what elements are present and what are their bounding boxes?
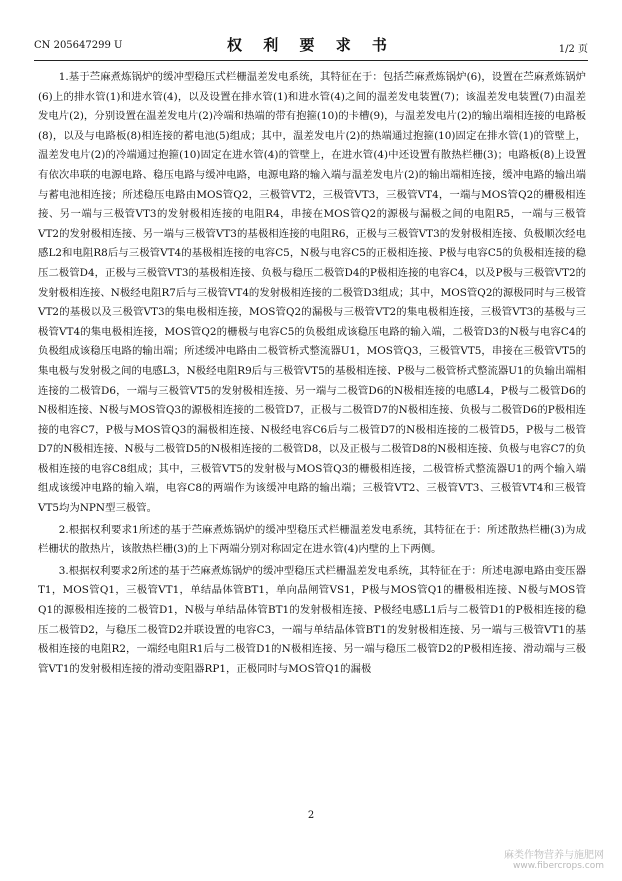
page-header (34, 34, 588, 56)
claim-3: 3.根据权利要求2所述的基于苎麻煮炼锅炉的缓冲型稳压式栏栅温差发电系统，其特征在于：所述电源电路由变压器T1，MOS管Q1，三极管VT1，单结晶体管BT1，单向晶闸管VS1，P极与MOS管Q1的栅极相连接、N极与MOS管Q1的源极相连接的二极管D1，N极与单结晶体管BT1的发射极相连接、P极经电感L1后与二极管D1的P极相连接的稳压二极管D2，与稳压二极管D2并联设置的电容C3，一端与单结晶体管BT1的发射极相连接、另一端与三极管VT1的基极相连接的电阻R2，一端经电阻R1后与二极管D1的N极相连接、另一端与稳压二极管D2的P极相连接、滑动端与三极管VT1的发射极相连接的滑动变阻器RP1，正极同时与MOS管Q1的漏极 (38, 564, 586, 675)
watermark-url: www.fibercrops.com (513, 861, 604, 871)
header-divider (34, 60, 588, 61)
claim-2: 2.根据权利要求1所述的基于苎麻煮炼锅炉的缓冲型稳压式栏栅温差发电系统，其特征在于：所述散热栏栅(3)为成栏栅状的散热片，该散热栏栅(3)的上下两端分别对称固定在进水管(4)内壁的上下两侧。 (38, 523, 586, 556)
page-number: 2 (307, 810, 315, 821)
watermark (504, 846, 604, 871)
page-count: 1/2 页 (558, 44, 588, 55)
document-title: 权 利 要 求 书 (227, 36, 395, 54)
claim-1: 1.基于苎麻煮炼锅炉的缓冲型稳压式栏栅温差发电系统，其特征在于：包括苎麻煮炼锅炉(6)，设置在苎麻煮炼锅炉(6)上的排水管(1)和进水管(4)，以及设置在排水管(1)和进水管(4)之间的温差发电装置(7)；该温差发电装置(7)由温差发电片(2)，分别设置在温差发电片(2)冷端和热端的带有抱箍(10)的卡槽(9)，与温差发电片(2)的输出端相连接的电路板(8)，以及与电路板(8)相连接的蓄电池(5)组成；其中，温差发电片(2)的热端通过抱箍(10)固定在排水管(1)的管壁上，温差发电片(2)的冷端通过抱箍(10)固定在进水管(4)的管壁上，在进水管(4)中还设置有散热栏栅(3)；电路板(8)上设置有依次串联的电源电路、稳压电路与缓冲电路，电源电路的输入端与温差发电片(2)的输出端相连接，缓冲电路的输出端与蓄电池相连接；所述稳压电路由MOS管Q2，三极管VT2，三极管VT3，三极管VT4，一端与MOS管Q2的栅极相连接、另一端与三极管VT3的发射极相连接的电阻R4，串接在MOS管Q2的源极与漏极之间的电阻R5，一端与三极管VT2的发射极相连接、另一端与三极管VT3的基极相连接的电阻R6，正极与三极管VT3的发射极相连接、负极顺次经电感L2和电阻R8后与三极管VT4的基极相连接的电容C5，N极与电容C5的正极相连接、P极与电容C5的负极相连接的稳压二极管D4，正极与三极管VT3的基极相连接、负极与稳压二极管D4的P极相连接的电容C4，以及P极与三极管VT2的发射极相连接、N极经电阻R7后与三极管VT4的发射极相连接的二极管D3组成；其中，MOS管Q2的源极同时与三极管VT2的基极以及三极管VT3的集电极相连接，MOS管Q2的漏极与三极管VT2的集电极相连接，三极管VT3的基极与三极管VT4的集电极相连接，MOS管Q2的栅极与电容C5的负极组成该稳压电路的输入端，二极管D3的N极与电容C4的负极组成该稳压电路的输出端；所述缓冲电路由二极管桥式整流器U1，MOS管Q3，三极管VT5，串接在三极管VT5的集电极与发射极之间的电感L3，N极经电阻R9后与三极管VT5的基极相连接、P极与二极管桥式整流器U1的负输出端相连接的二极管D6，一端与三极管VT5的发射极相连接、另一端与二极管D6的N极相连接的电感L4，P极与二极管D6的N极相连接、N极与MOS管Q3的源极相连接的二极管D7，正极与二极管D7的N极相连接、负极与二极管D6的P极相连接的电容C7，P极与MOS管Q3的漏极相连接、N极经电容C6后与二极管D7的N极相连接的二极管D5，P极与二极管D7的N极相连接、N极与二极管D5的N极相连接的二极管D8，以及正极与二极管D8的N极相连接、负极与电容C7的负极相连接的电容C8组成；其中，三极管VT5的发射极与MOS管Q3的栅极相连接，二极管桥式整流器U1的两个输入端组成该缓冲电路的输入端，电容C8的两端作为该缓冲电路的输出端；三极管VT2、三极管VT3、三极管VT4和三极管VT5均为NPN型三极管。 (38, 71, 587, 515)
claims-body (38, 68, 586, 681)
publication-number: CN 205647299 U (34, 40, 123, 51)
watermark-site-name: 麻类作物营养与施肥网 (504, 850, 604, 861)
